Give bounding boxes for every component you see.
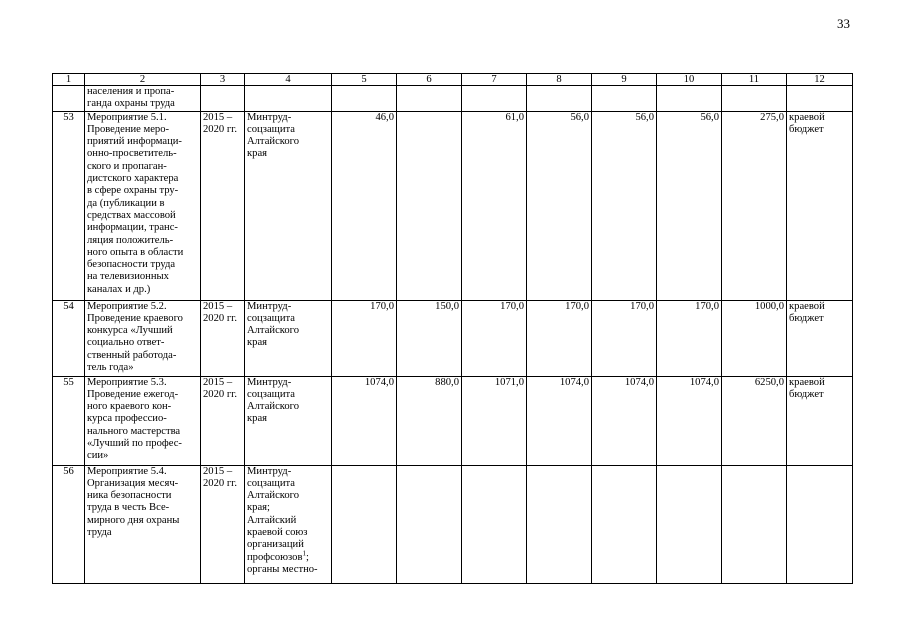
cell-num: 56 — [53, 465, 85, 583]
cell-num: 54 — [53, 300, 85, 376]
table-row — [53, 376, 853, 465]
footnote-marker: 1 — [302, 549, 306, 558]
cell-executor: Минтруд- соцзащита Алтайского края — [245, 300, 332, 376]
cell-num: 55 — [53, 376, 85, 465]
header-col-5: 5 — [332, 74, 397, 86]
header-col-9: 9 — [592, 74, 657, 86]
table-row — [53, 465, 853, 583]
header-row — [53, 74, 853, 86]
cell-years: 2015 – 2020 гг. — [201, 376, 245, 465]
cell-c8: 170,0 — [527, 300, 592, 376]
cell-c10: 56,0 — [657, 111, 722, 300]
cell-c9: 1074,0 — [592, 376, 657, 465]
cell-name: населения и пропа- ганда охраны труда — [85, 86, 201, 112]
cell-c6: 150,0 — [397, 300, 462, 376]
executor-text-tail: ; органы местно- — [247, 551, 318, 575]
cell-c11 — [722, 465, 787, 583]
cell-executor: Минтруд- соцзащита Алтайского края — [245, 376, 332, 465]
cell-name: Мероприятие 5.1. Проведение меро- приятий информаци- онно-просветитель- ского и пропаган- дистского характера в сфере охраны тру- да (публикации в средствах массовой информации, транс- ляция положитель- ного опыта в области безопасности труда на телевизионных каналах и др.) — [85, 111, 201, 300]
cell-c9: 170,0 — [592, 300, 657, 376]
cell-source — [787, 86, 853, 112]
cell-c5 — [332, 86, 397, 112]
table-row — [53, 300, 853, 376]
cell-c5: 170,0 — [332, 300, 397, 376]
cell-years: 2015 – 2020 гг. — [201, 465, 245, 583]
cell-c7: 170,0 — [462, 300, 527, 376]
header-col-12: 12 — [787, 74, 853, 86]
cell-c5: 1074,0 — [332, 376, 397, 465]
cell-executor — [245, 86, 332, 112]
cell-c7: 61,0 — [462, 111, 527, 300]
cell-source: краевой бюджет — [787, 111, 853, 300]
cell-c11 — [722, 86, 787, 112]
cell-c6: 880,0 — [397, 376, 462, 465]
header-col-8: 8 — [527, 74, 592, 86]
cell-c10 — [657, 86, 722, 112]
cell-c8 — [527, 86, 592, 112]
executor-text: Минтруд- соцзащита Алтайского края; Алтайский краевой союз организаций профсоюзов — [247, 465, 308, 563]
header-col-11: 11 — [722, 74, 787, 86]
cell-c7: 1071,0 — [462, 376, 527, 465]
cell-name: Мероприятие 5.2. Проведение краевого конкурса «Лучший социально ответ- ственный работода- тель года» — [85, 300, 201, 376]
cell-c9 — [592, 86, 657, 112]
cell-name: Мероприятие 5.3. Проведение ежегод- ного краевого кон- курса профессио- нального мастерства «Лучший по профес- сии» — [85, 376, 201, 465]
cell-source — [787, 465, 853, 583]
cell-c6 — [397, 111, 462, 300]
cell-executor: Минтруд- соцзащита Алтайского края — [245, 111, 332, 300]
header-col-3: 3 — [201, 74, 245, 86]
cell-years: 2015 – 2020 гг. — [201, 300, 245, 376]
cell-c10: 1074,0 — [657, 376, 722, 465]
cell-c6 — [397, 465, 462, 583]
cell-c6 — [397, 86, 462, 112]
cell-c8: 1074,0 — [527, 376, 592, 465]
cell-c11: 6250,0 — [722, 376, 787, 465]
cell-num: 53 — [53, 111, 85, 300]
cell-c11: 1000,0 — [722, 300, 787, 376]
cell-years: 2015 – 2020 гг. — [201, 111, 245, 300]
cell-c5 — [332, 465, 397, 583]
header-col-4: 4 — [245, 74, 332, 86]
cell-name: Мероприятие 5.4. Организация месяч- ника безопасности труда в честь Все- мирного дня охраны труда — [85, 465, 201, 583]
cell-c9: 56,0 — [592, 111, 657, 300]
header-col-2: 2 — [85, 74, 201, 86]
cell-executor — [245, 465, 332, 583]
header-col-6: 6 — [397, 74, 462, 86]
program-table — [52, 73, 853, 584]
cell-c11: 275,0 — [722, 111, 787, 300]
cell-c7 — [462, 465, 527, 583]
cell-c10: 170,0 — [657, 300, 722, 376]
cell-c10 — [657, 465, 722, 583]
cell-source: краевой бюджет — [787, 300, 853, 376]
cell-source: краевой бюджет — [787, 376, 853, 465]
cell-c9 — [592, 465, 657, 583]
cell-c8 — [527, 465, 592, 583]
cell-c7 — [462, 86, 527, 112]
header-col-7: 7 — [462, 74, 527, 86]
table-row — [53, 111, 853, 300]
table-row-continuation — [53, 86, 853, 112]
cell-c8: 56,0 — [527, 111, 592, 300]
header-col-10: 10 — [657, 74, 722, 86]
cell-num — [53, 86, 85, 112]
page-number: 33 — [837, 16, 850, 31]
header-col-1: 1 — [53, 74, 85, 86]
cell-years — [201, 86, 245, 112]
cell-c5: 46,0 — [332, 111, 397, 300]
